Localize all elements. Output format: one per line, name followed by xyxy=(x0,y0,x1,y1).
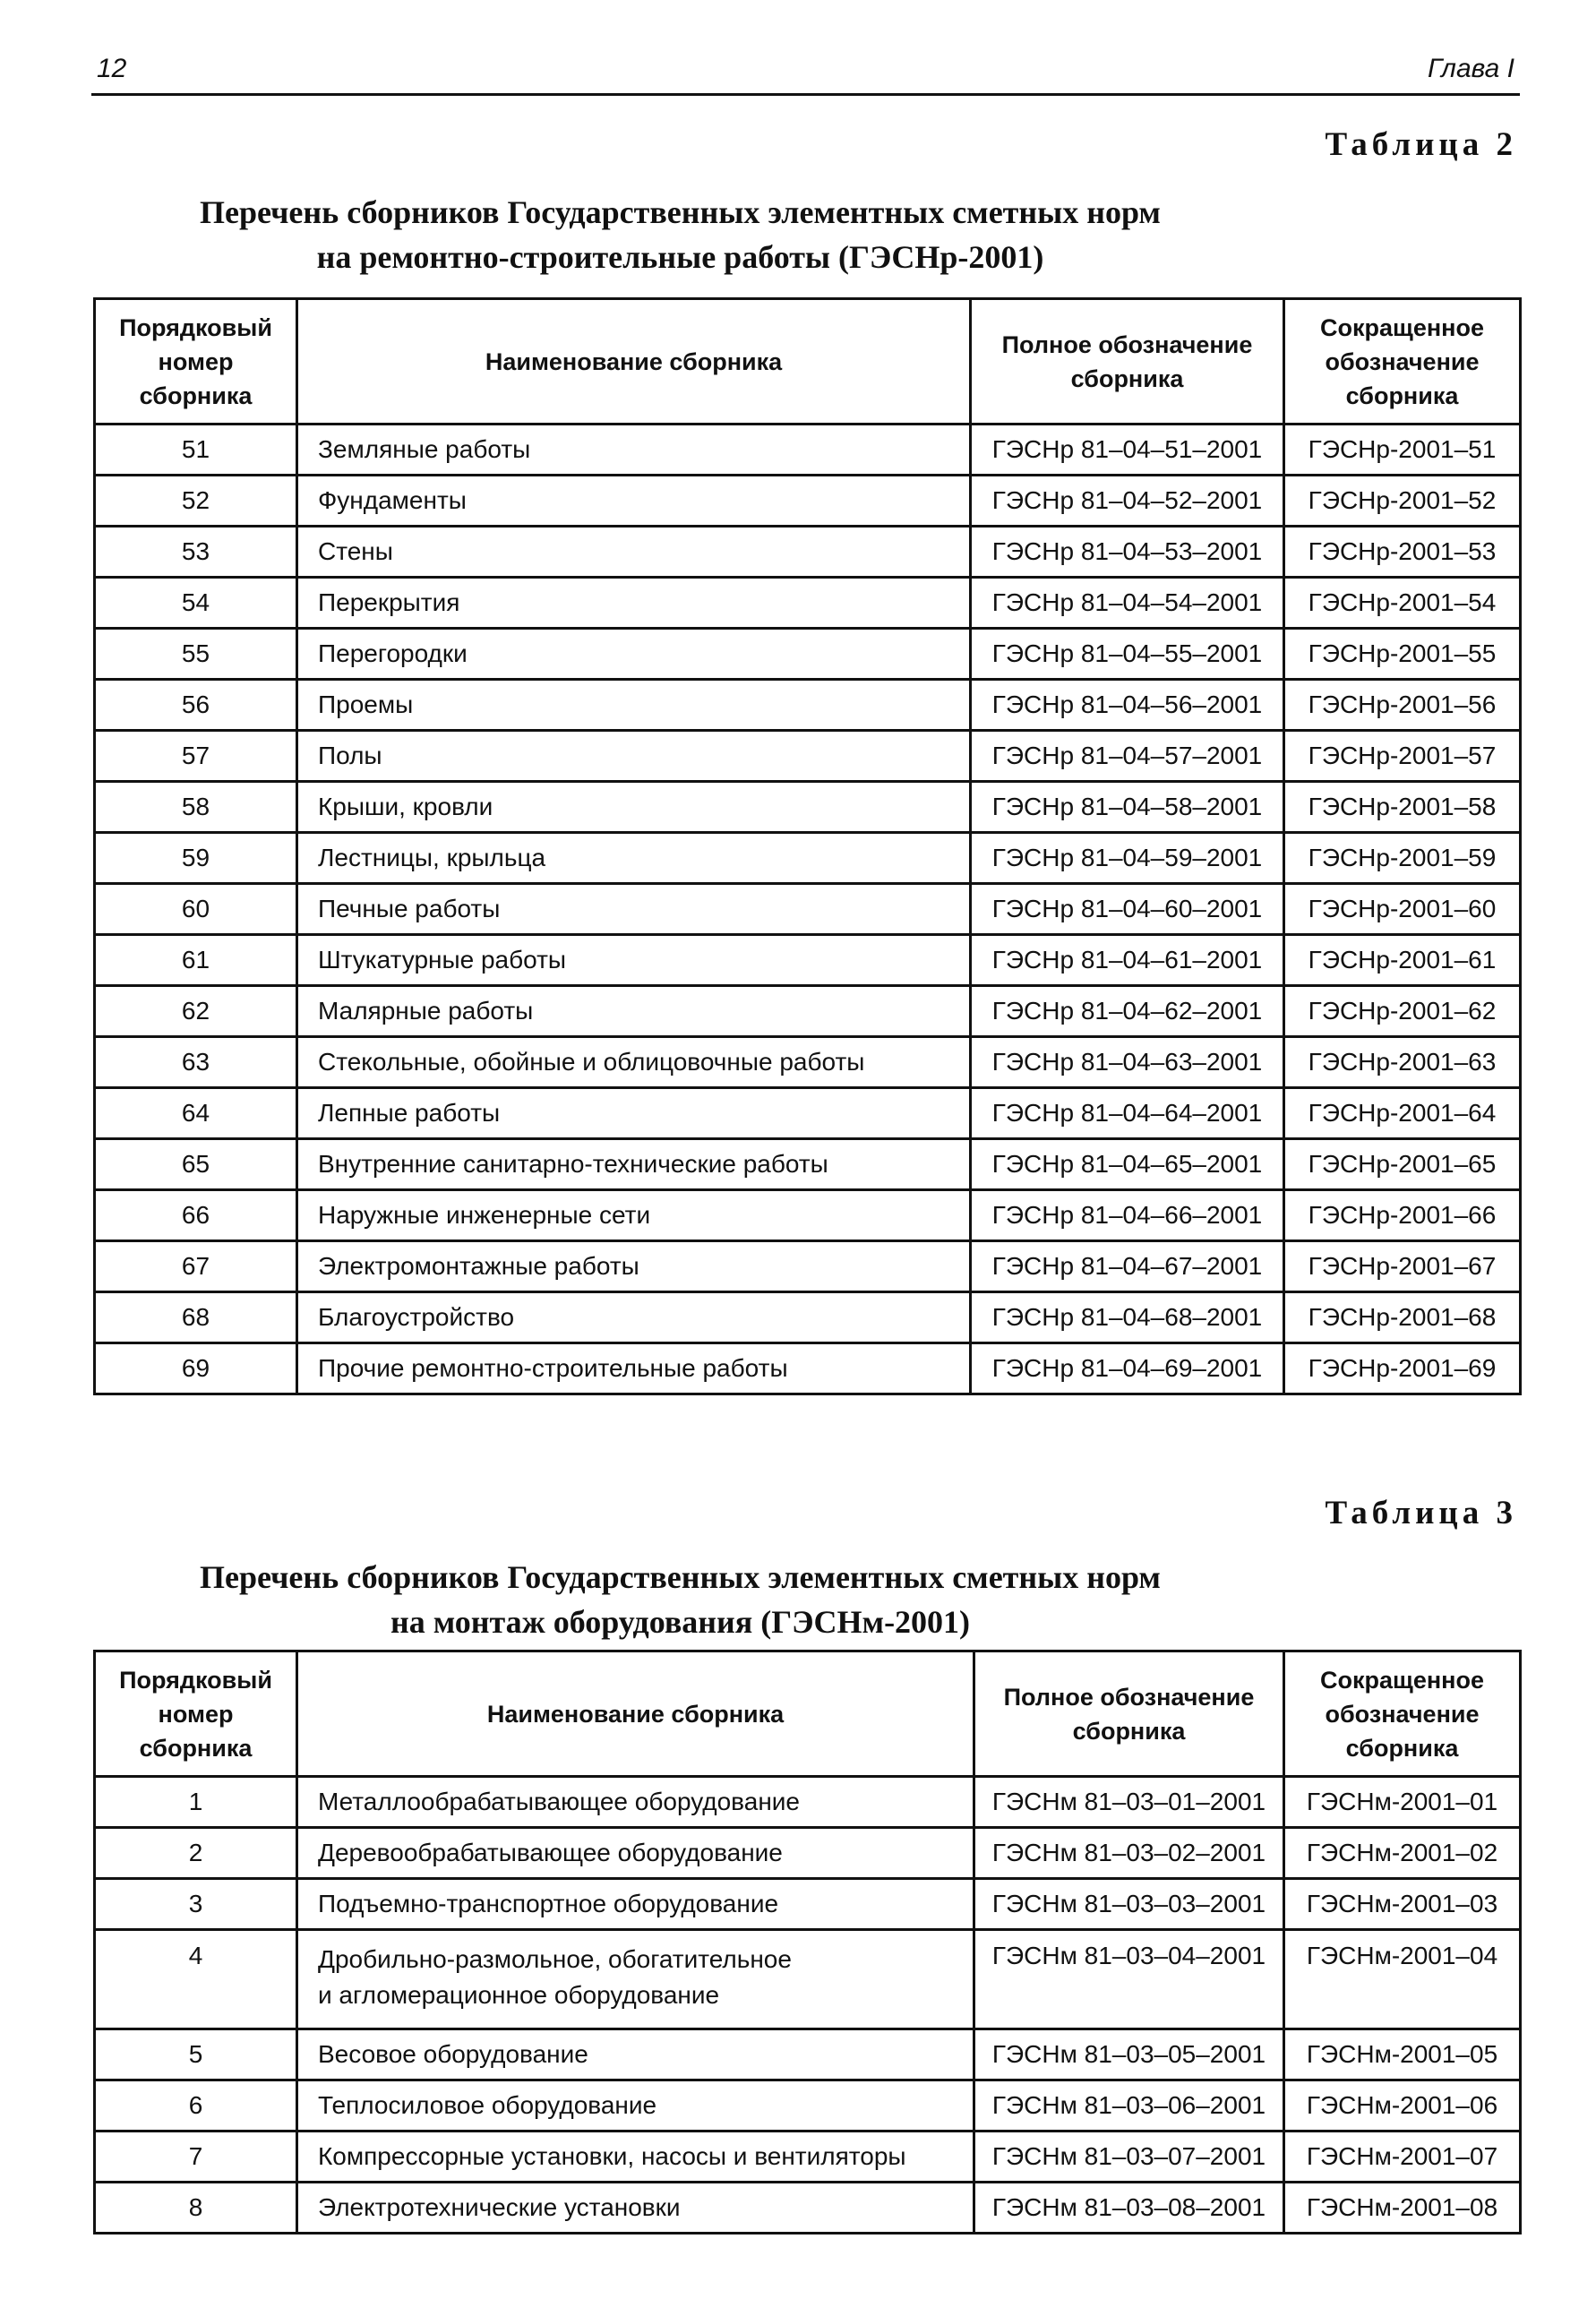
chapter-label: Глава I xyxy=(1428,54,1514,83)
row-name-line: и агломерационное оборудование xyxy=(318,1981,720,2009)
page-number: 12 xyxy=(97,54,127,83)
row-short-code: ГЭСНр-2001–55 xyxy=(1284,629,1521,680)
row-number: 57 xyxy=(95,731,297,782)
row-name: Фундаменты xyxy=(297,476,971,527)
row-name: Перекрытия xyxy=(297,578,971,629)
row-name: Стекольные, обойные и облицовочные работы xyxy=(297,1037,971,1088)
row-short-code: ГЭСНр-2001–69 xyxy=(1284,1343,1521,1394)
table-row xyxy=(95,782,1521,833)
row-number: 63 xyxy=(95,1037,297,1088)
table-row xyxy=(95,2029,1521,2080)
row-full-code: ГЭСНр 81–04–61–2001 xyxy=(971,935,1284,986)
row-name: Благоустройство xyxy=(297,1292,971,1343)
row-full-code: ГЭСНр 81–04–52–2001 xyxy=(971,476,1284,527)
row-number: 67 xyxy=(95,1241,297,1292)
row-full-code: ГЭСНр 81–04–60–2001 xyxy=(971,884,1284,935)
row-name: Проемы xyxy=(297,680,971,731)
table-row xyxy=(95,1190,1521,1241)
row-full-code: ГЭСНм 81–03–06–2001 xyxy=(974,2080,1284,2132)
table3-title xyxy=(91,1555,1520,1644)
row-number: 59 xyxy=(95,833,297,884)
row-name: Деревообрабатывающее оборудование xyxy=(297,1828,974,1879)
table-row xyxy=(95,731,1521,782)
table-row xyxy=(95,2183,1521,2234)
row-number: 4 xyxy=(95,1930,297,2029)
table-row xyxy=(95,986,1521,1037)
row-name: Перегородки xyxy=(297,629,971,680)
row-number: 64 xyxy=(95,1088,297,1139)
row-name: Компрессорные установки, насосы и вентиляторы xyxy=(297,2132,974,2183)
row-short-code: ГЭСНр-2001–67 xyxy=(1284,1241,1521,1292)
row-number: 65 xyxy=(95,1139,297,1190)
table-row xyxy=(95,1139,1521,1190)
row-full-code: ГЭСНм 81–03–02–2001 xyxy=(974,1828,1284,1879)
row-name: Электромонтажные работы xyxy=(297,1241,971,1292)
row-name xyxy=(297,1930,974,2029)
row-number: 52 xyxy=(95,476,297,527)
row-number: 5 xyxy=(95,2029,297,2080)
row-short-code: ГЭСНр-2001–58 xyxy=(1284,782,1521,833)
row-name: Печные работы xyxy=(297,884,971,935)
table3-header-name xyxy=(297,1651,974,1777)
table-row xyxy=(95,629,1521,680)
table3-header-num xyxy=(95,1651,297,1777)
row-number: 54 xyxy=(95,578,297,629)
table3 xyxy=(93,1650,1522,2235)
row-short-code: ГЭСНр-2001–53 xyxy=(1284,527,1521,578)
row-short-code: ГЭСНр-2001–52 xyxy=(1284,476,1521,527)
row-short-code: ГЭСНр-2001–62 xyxy=(1284,986,1521,1037)
row-number: 60 xyxy=(95,884,297,935)
table-row xyxy=(95,1241,1521,1292)
row-short-code: ГЭСНм-2001–02 xyxy=(1284,1828,1521,1879)
row-name: Весовое оборудование xyxy=(297,2029,974,2080)
row-full-code: ГЭСНр 81–04–62–2001 xyxy=(971,986,1284,1037)
row-name: Штукатурные работы xyxy=(297,935,971,986)
row-number: 56 xyxy=(95,680,297,731)
row-short-code: ГЭСНр-2001–57 xyxy=(1284,731,1521,782)
row-number: 51 xyxy=(95,425,297,476)
header-short-line: обозначение xyxy=(1325,1700,1480,1728)
table3-title-line2: на монтаж оборудования (ГЭСНм-2001) xyxy=(390,1604,971,1640)
row-full-code: ГЭСНр 81–04–63–2001 xyxy=(971,1037,1284,1088)
row-full-code: ГЭСНр 81–04–67–2001 xyxy=(971,1241,1284,1292)
row-short-code: ГЭСНр-2001–63 xyxy=(1284,1037,1521,1088)
row-name: Подъемно-транспортное оборудование xyxy=(297,1879,974,1930)
table2-title-line1: Перечень сборников Государственных элементных сметных норм xyxy=(200,194,1161,230)
header-short-line: Сокращенное xyxy=(1320,1666,1484,1694)
table3-header-full xyxy=(974,1651,1284,1777)
table-row xyxy=(95,1292,1521,1343)
row-number: 7 xyxy=(95,2132,297,2183)
row-number: 2 xyxy=(95,1828,297,1879)
table-row xyxy=(95,2080,1521,2132)
header-full-line: Полное обозначение xyxy=(1003,1683,1255,1711)
header-num-line: сборника xyxy=(139,382,253,409)
table3-title-line1: Перечень сборников Государственных элементных сметных норм xyxy=(200,1559,1161,1595)
row-short-code: ГЭСНм-2001–04 xyxy=(1284,1930,1521,2029)
table-row xyxy=(95,1343,1521,1394)
row-number: 62 xyxy=(95,986,297,1037)
row-full-code: ГЭСНр 81–04–68–2001 xyxy=(971,1292,1284,1343)
row-number: 68 xyxy=(95,1292,297,1343)
table2-title-line2: на ремонтно-строительные работы (ГЭСНр-2001) xyxy=(316,239,1044,275)
row-name: Полы xyxy=(297,731,971,782)
table-row xyxy=(95,527,1521,578)
row-short-code: ГЭСНм-2001–07 xyxy=(1284,2132,1521,2183)
row-full-code: ГЭСНр 81–04–53–2001 xyxy=(971,527,1284,578)
header-name-text: Наименование сборника xyxy=(486,1700,785,1728)
table2-title xyxy=(91,190,1520,279)
header-short-line: сборника xyxy=(1345,1734,1459,1762)
table-row xyxy=(95,935,1521,986)
table-row xyxy=(95,884,1521,935)
table3-label: Таблица 3 xyxy=(1325,1495,1517,1531)
table-row xyxy=(95,1037,1521,1088)
table2-header-short xyxy=(1284,299,1521,425)
row-short-code: ГЭСНр-2001–60 xyxy=(1284,884,1521,935)
row-full-code: ГЭСНр 81–04–64–2001 xyxy=(971,1088,1284,1139)
table2-label: Таблица 2 xyxy=(1325,126,1517,163)
row-number: 6 xyxy=(95,2080,297,2132)
row-short-code: ГЭСНм-2001–05 xyxy=(1284,2029,1521,2080)
row-full-code: ГЭСНр 81–04–57–2001 xyxy=(971,731,1284,782)
row-full-code: ГЭСНм 81–03–05–2001 xyxy=(974,2029,1284,2080)
table-row xyxy=(95,680,1521,731)
row-name: Металлообрабатывающее оборудование xyxy=(297,1777,974,1828)
row-full-code: ГЭСНр 81–04–66–2001 xyxy=(971,1190,1284,1241)
table2 xyxy=(93,297,1522,1395)
row-short-code: ГЭСНм-2001–08 xyxy=(1284,2183,1521,2234)
table2-header-full xyxy=(971,299,1284,425)
row-full-code: ГЭСНр 81–04–55–2001 xyxy=(971,629,1284,680)
row-name: Лепные работы xyxy=(297,1088,971,1139)
table2-header-num xyxy=(95,299,297,425)
row-short-code: ГЭСНр-2001–64 xyxy=(1284,1088,1521,1139)
table-row xyxy=(95,1777,1521,1828)
row-number: 55 xyxy=(95,629,297,680)
header-full-line: сборника xyxy=(1072,1717,1186,1745)
row-full-code: ГЭСНр 81–04–58–2001 xyxy=(971,782,1284,833)
row-full-code: ГЭСНм 81–03–08–2001 xyxy=(974,2183,1284,2234)
header-short-line: Сокращенное xyxy=(1320,313,1484,341)
row-full-code: ГЭСНр 81–04–69–2001 xyxy=(971,1343,1284,1394)
header-full-line: Полное обозначение xyxy=(1001,330,1253,358)
row-full-code: ГЭСНр 81–04–54–2001 xyxy=(971,578,1284,629)
row-full-code: ГЭСНр 81–04–65–2001 xyxy=(971,1139,1284,1190)
row-number: 8 xyxy=(95,2183,297,2234)
row-number: 1 xyxy=(95,1777,297,1828)
table-row xyxy=(95,1088,1521,1139)
table-row xyxy=(95,425,1521,476)
header-num-line: Порядковый xyxy=(119,313,272,341)
row-short-code: ГЭСНр-2001–51 xyxy=(1284,425,1521,476)
row-short-code: ГЭСНр-2001–59 xyxy=(1284,833,1521,884)
header-name-text: Наименование сборника xyxy=(485,347,783,375)
row-name: Наружные инженерные сети xyxy=(297,1190,971,1241)
table3-header-short xyxy=(1284,1651,1521,1777)
row-number: 58 xyxy=(95,782,297,833)
row-full-code: ГЭСНр 81–04–59–2001 xyxy=(971,833,1284,884)
table-row xyxy=(95,2132,1521,2183)
table-row xyxy=(95,833,1521,884)
row-number: 69 xyxy=(95,1343,297,1394)
table3-header-row xyxy=(95,1651,1521,1777)
table-row xyxy=(95,476,1521,527)
header-short-line: сборника xyxy=(1345,382,1459,409)
row-name: Прочие ремонтно-строительные работы xyxy=(297,1343,971,1394)
table-row xyxy=(95,1879,1521,1930)
row-name: Земляные работы xyxy=(297,425,971,476)
row-full-code: ГЭСНм 81–03–03–2001 xyxy=(974,1879,1284,1930)
header-full-line: сборника xyxy=(1070,365,1184,392)
row-number: 61 xyxy=(95,935,297,986)
row-number: 3 xyxy=(95,1879,297,1930)
row-full-code: ГЭСНм 81–03–07–2001 xyxy=(974,2132,1284,2183)
table-row xyxy=(95,578,1521,629)
row-name: Крыши, кровли xyxy=(297,782,971,833)
page-header xyxy=(91,52,1520,96)
row-short-code: ГЭСНр-2001–61 xyxy=(1284,935,1521,986)
header-short-line: обозначение xyxy=(1325,347,1480,375)
row-name: Стены xyxy=(297,527,971,578)
row-name-line: Дробильно-размольное, обогатительное xyxy=(318,1945,792,1973)
header-num-line: номер xyxy=(158,347,234,375)
table2-header-name xyxy=(297,299,971,425)
row-short-code: ГЭСНм-2001–06 xyxy=(1284,2080,1521,2132)
row-short-code: ГЭСНр-2001–54 xyxy=(1284,578,1521,629)
row-full-code: ГЭСНм 81–03–04–2001 xyxy=(974,1930,1284,2029)
row-short-code: ГЭСНр-2001–65 xyxy=(1284,1139,1521,1190)
table-row xyxy=(95,1828,1521,1879)
row-number: 53 xyxy=(95,527,297,578)
row-name: Электротехнические установки xyxy=(297,2183,974,2234)
row-short-code: ГЭСНм-2001–03 xyxy=(1284,1879,1521,1930)
table-row xyxy=(95,1930,1521,2029)
row-full-code: ГЭСНр 81–04–56–2001 xyxy=(971,680,1284,731)
row-short-code: ГЭСНр-2001–68 xyxy=(1284,1292,1521,1343)
header-num-line: Порядковый xyxy=(119,1666,272,1694)
row-full-code: ГЭСНм 81–03–01–2001 xyxy=(974,1777,1284,1828)
header-num-line: номер xyxy=(158,1700,234,1728)
row-full-code: ГЭСНр 81–04–51–2001 xyxy=(971,425,1284,476)
row-number: 66 xyxy=(95,1190,297,1241)
row-short-code: ГЭСНм-2001–01 xyxy=(1284,1777,1521,1828)
row-name: Теплосиловое оборудование xyxy=(297,2080,974,2132)
row-short-code: ГЭСНр-2001–66 xyxy=(1284,1190,1521,1241)
row-short-code: ГЭСНр-2001–56 xyxy=(1284,680,1521,731)
row-name: Внутренние санитарно-технические работы xyxy=(297,1139,971,1190)
header-num-line: сборника xyxy=(139,1734,253,1762)
row-name: Лестницы, крыльца xyxy=(297,833,971,884)
row-name: Малярные работы xyxy=(297,986,971,1037)
table2-header-row xyxy=(95,299,1521,425)
